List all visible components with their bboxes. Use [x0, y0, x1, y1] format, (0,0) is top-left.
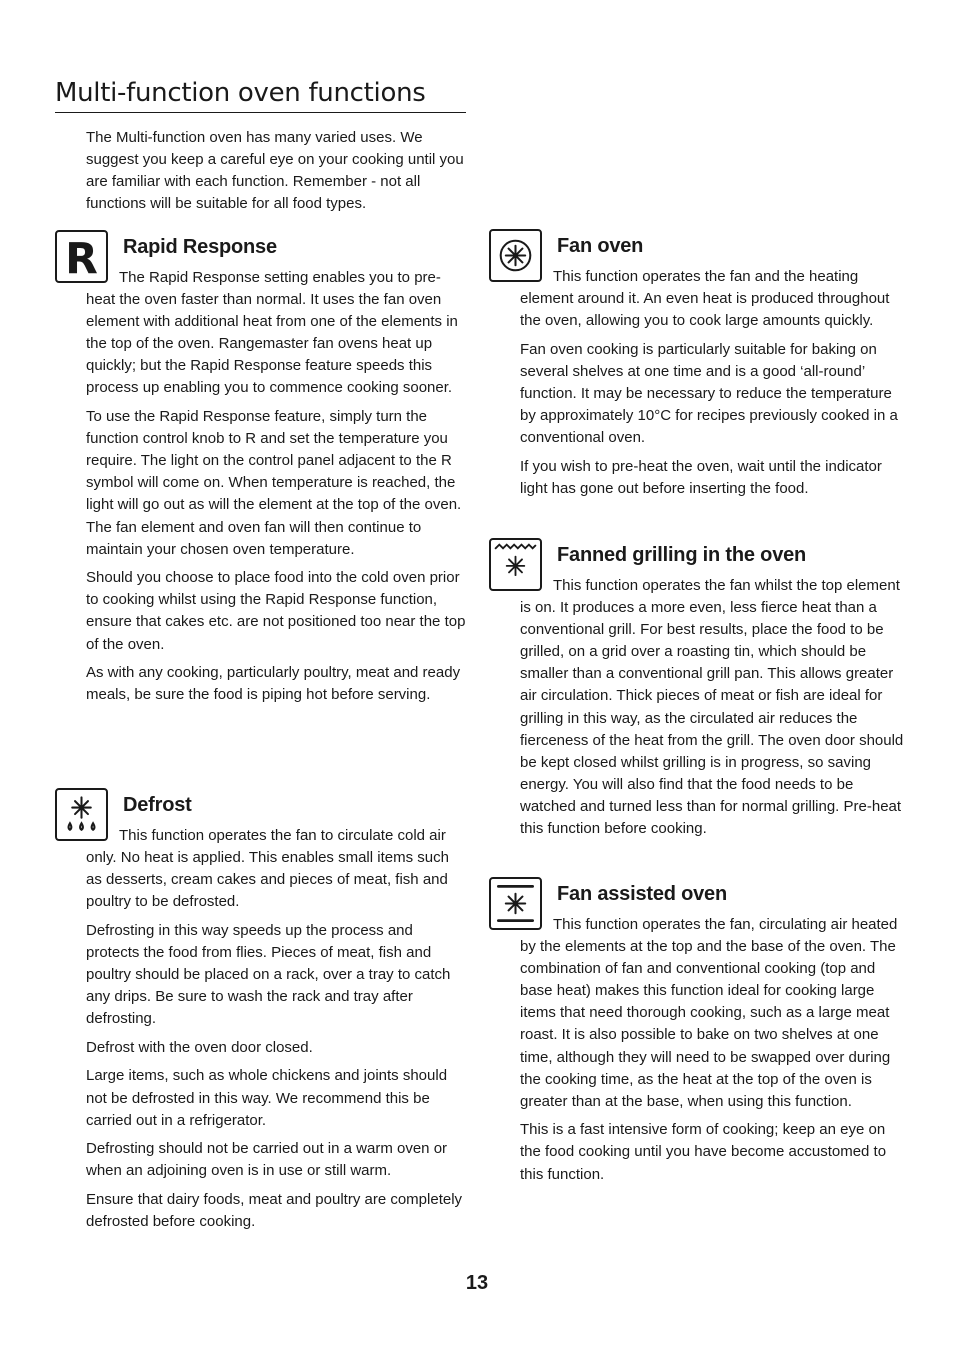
page-title: Multi-function oven functions: [55, 78, 466, 113]
paragraph: Defrosting should not be carried out in a warm oven or when an adjoining oven is in use or still warm.: [86, 1140, 448, 1180]
section-title: Fan assisted oven: [557, 883, 727, 905]
section-title: Defrost: [123, 794, 192, 816]
paragraph: The Rapid Response setting enables you to pre-heat the oven faster than normal. It uses the fan oven element with additional heat from one of the elements in the top of the oven. Rangemaster fan ovens heat up quickly; but the Rapid Response feature speeds this process up enabling you to commence cooking sooner.: [86, 269, 458, 397]
section-body: [86, 267, 466, 713]
paragraph: This function operates the fan to circulate cold air only. No heat is applied. This enables small items such as desserts, cream cakes and pieces of meat, fish and poultry to be defrosted.: [86, 827, 449, 911]
paragraph: This function operates the fan and the heating element around it. An even heat is produced throughout the oven, allowing you to cook large amounts quickly.: [520, 268, 890, 330]
section-title: Fanned grilling in the oven: [557, 544, 807, 566]
section-body: [86, 825, 468, 1240]
paragraph: Should you choose to place food into the cold oven prior to cooking whilst using the Rapid Response function, ensure that cakes etc. are not positioned too near the top of the oven.: [86, 569, 466, 653]
paragraph: This function operates the fan whilst the top element is on. It produces a more even, less fierce heat than a conventional grill. For best results, place the food to be grilled, on a grid over a roasting tin, which should be smaller than a conventional grill pan. This allows greater air circulation. Thick pieces of meat or fish are ideal for grilling in this way, as the circulated air reduces the fierceness of the heat from the grill. The oven door should be kept closed whilst grilling is in progress, so saving energy. You will also find that the food needs to be watched and turned less than for normal grilling. Pre-heat this function before cooking.: [520, 577, 904, 838]
paragraph: This function operates the fan, circulating air heated by the elements at the top and the base of the oven. The combination of fan and conventional cooking (top and base heat) makes this function ideal for cooking large items that need thorough cooking, such as a large meat roast. It is also possible to bake on two shelves at one time, although they will need to be swapped over during the cooking time, as the heat at the top of the oven is greater than at the base, when using this function.: [520, 916, 898, 1110]
paragraph: Ensure that dairy foods, meat and poultry are completely defrosted before cooking.: [86, 1190, 463, 1230]
intro-paragraph: The Multi-function oven has many varied uses. We suggest you keep a careful eye on your cooking until you are familiar with each function. Remember - not all functions will be suitable for all food types.: [86, 129, 464, 212]
paragraph: Fan oven cooking is particularly suitable for baking on several shelves at one time and is a good ‘all-round’ function. It may be necessary to reduce the temperature by approximately 10°C for recipes previously cooked in a conventional oven.: [520, 340, 898, 447]
svg-text:R: R: [65, 235, 98, 281]
paragraph: Defrosting in this way speeds up the process and protects the food from flies. Pieces of meat, fish and poultry should be placed on a rack, over a tray to catch any drips. Be sure to wash the rack and tray after defrosting.: [86, 921, 451, 1028]
paragraph: As with any cooking, particularly poultry, meat and ready meals, be sure the food is piping hot before serving.: [86, 664, 461, 704]
paragraph: This is a fast intensive form of cooking; keep an eye on the food cooking until you have become accustomed to this function.: [520, 1121, 887, 1183]
paragraph: Large items, such as whole chickens and joints should not be defrosted in this way. We recommend this be carried out in a refrigerator.: [86, 1067, 448, 1129]
page-number: 13: [465, 1272, 489, 1294]
section-body: [520, 266, 904, 506]
section-body: [520, 914, 904, 1192]
paragraph: To use the Rapid Response feature, simply turn the function control knob to R and set the temperature you require. The light on the control panel adjacent to the R symbol will come on. When temperature is reached, the light will go out as will the element at the top of the oven. The fan element and oven fan will then continue to maintain your chosen oven temperature.: [86, 408, 462, 558]
section-title: Fan oven: [557, 235, 644, 257]
section-body: [520, 575, 904, 847]
paragraph: Defrost with the oven door closed.: [86, 1038, 313, 1056]
section-title: Rapid Response: [123, 236, 277, 258]
paragraph: If you wish to pre-heat the oven, wait until the indicator light has gone out before inserting the food.: [520, 457, 882, 497]
